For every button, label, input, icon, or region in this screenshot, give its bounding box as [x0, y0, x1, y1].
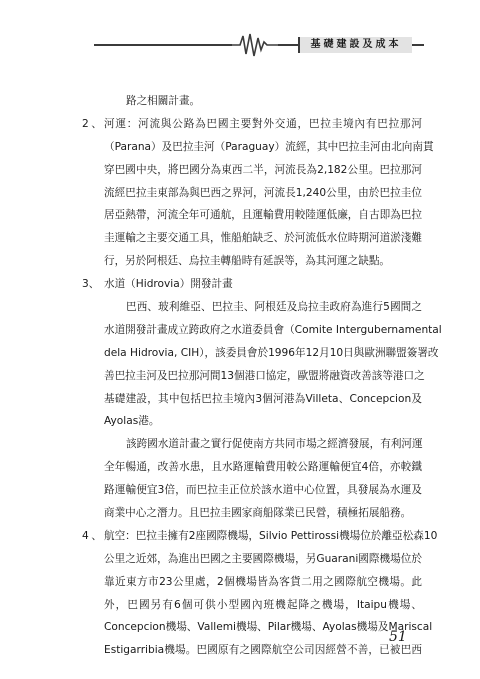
paragraph-line: 行，另於阿根廷、烏拉圭轉船時有延誤等，為其河運之缺點。 [104, 255, 391, 268]
item-aviation-line: 4、 航空：巴拉圭擁有2座國際機場，Silvio Pettirossi機場位於離亞松森10 [104, 525, 422, 548]
paragraph-line: 靠近東方市23公里處，2個機場皆為客貨二用之國際航空機場。此 [104, 575, 422, 588]
chapter-title: 基礎建設及成本 [298, 37, 412, 53]
paragraph-line: 商業中心之潛力。且巴拉圭國家商船隊業已民營，積極拓展船務。 [104, 507, 412, 520]
paragraph-line: 巴西、玻利維亞、巴拉圭、阿根廷及烏拉圭政府為進行5國間之 [126, 301, 422, 314]
paragraph-line: Estigarribia機場。巴國原有之國際航空公司因經營不善，已被巴西 [104, 644, 422, 657]
paragraph-line: dela Hidrovia, CIH），該委員會於1996年12月10日與歐洲聯盟簽署改 [104, 346, 439, 359]
paragraph-line: 基礎建設，其中包括巴拉圭境內3個河港為Villeta、Concepcion及 [104, 392, 422, 405]
paragraph-line: Ayolas港。 [104, 415, 160, 428]
item-hidrovia-heading: 3、 水道（Hidrovia）開發計畫 [104, 273, 422, 296]
paragraph-line: 圭運輸之主要交通工具，惟船舶缺乏、於河流低水位時期河道淤淺難 [104, 232, 422, 245]
list-marker: 4、 [82, 529, 102, 542]
paragraph-line: 外，巴國另有6個可供小型國內班機起降之機場，Itaipu機場、 [104, 598, 422, 611]
paragraph-line: 善巴拉圭河及巴拉那河間13個港口協定，歐盟將融資改善該等港口之 [104, 369, 425, 382]
paragraph-line: 全年暢通，改善水患，且水路運輸費用較公路運輸便宜4倍，亦較鐵 [104, 461, 422, 474]
paragraph-line: 路運輸便宜3倍，而巴拉圭正位於該水道中心位置，具發展為水運及 [104, 484, 422, 497]
paragraph-line: 穿巴國中央，將巴國分為東西二半，河流長為2,182公里。巴拉那河 [104, 163, 422, 176]
paragraph-line: 該跨國水道計畫之實行促使南方共同市場之經濟發展，有利河運 [126, 438, 423, 451]
paragraph-line: Concepcion機場、Vallemi機場、Pilar機場、Ayolas機場及Mariscal [104, 621, 433, 634]
paragraph-line: 居亞熱帶，河流全年可通航，且運輸費用較陸運低廉，自古即為巴拉 [104, 209, 422, 222]
item-river-line: 2、 河運：河流與公路為巴國主要對外交通，巴拉圭境內有巴拉那河 [104, 113, 422, 136]
paragraph-line: 水道開發計畫成立跨政府之水道委員會（Comite Intergubernamental [104, 323, 442, 336]
paragraph-line: 路之相關計畫。 [126, 95, 201, 107]
page-number: 51 [389, 629, 407, 645]
pulse-line-icon [232, 32, 278, 58]
paragraph-line: （Parana）及巴拉圭河（Paraguay）流經，其中巴拉圭河由北向南貫 [104, 140, 434, 153]
list-marker: 2、 [82, 117, 102, 130]
body-text [82, 90, 442, 662]
paragraph-line: 公里之近郊，為進出巴國之主要國際機場，另Guarani國際機場位於 [104, 552, 422, 565]
paragraph-line: 流經巴拉圭東部為與巴西之界河，河流長1,240公里，由於巴拉圭位 [104, 186, 422, 199]
list-marker: 3、 [82, 278, 100, 291]
